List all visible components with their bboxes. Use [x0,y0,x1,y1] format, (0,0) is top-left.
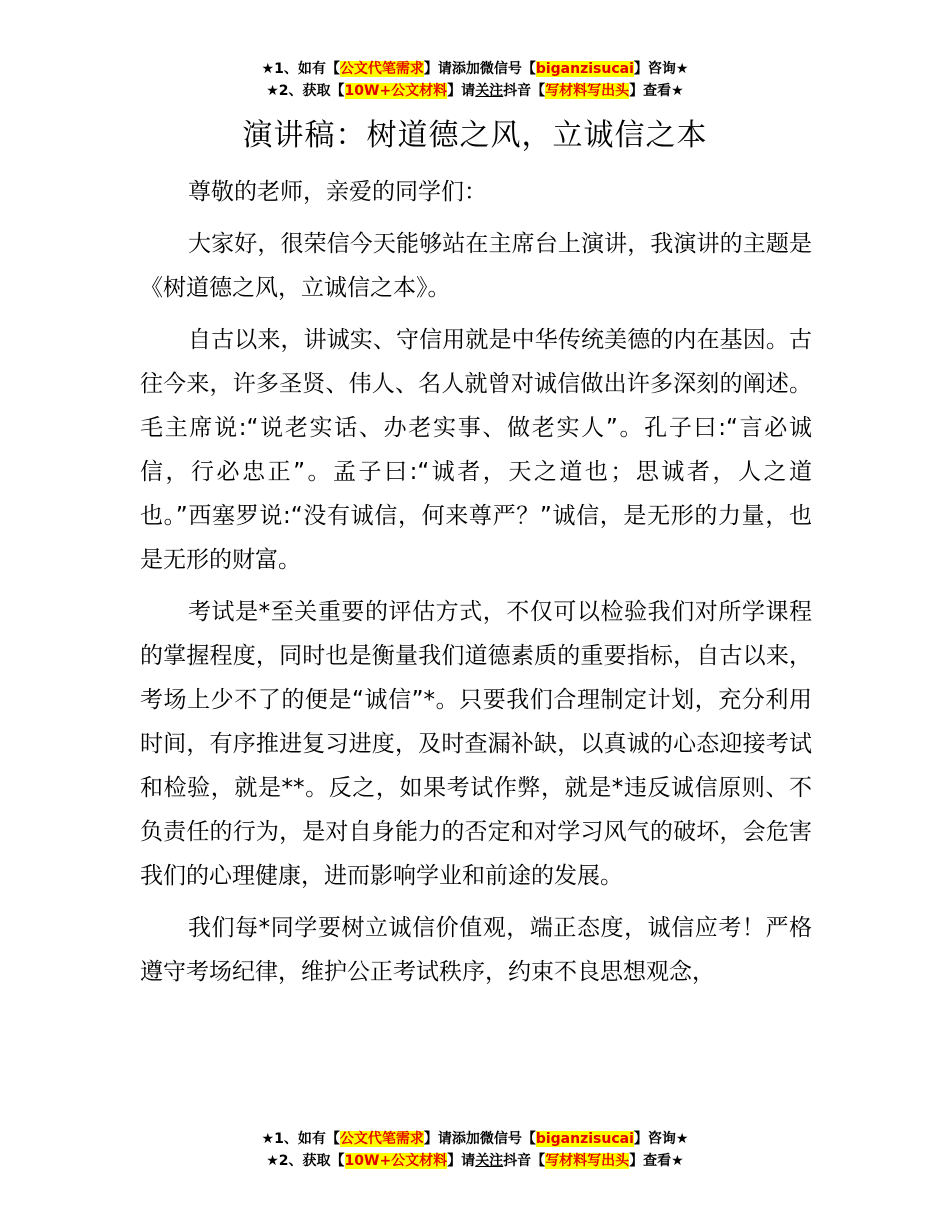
footer-line-1-text-b: 】请添加微信号【 [423,1131,536,1147]
header-line-1-text-c: 】咨询★ [633,61,689,77]
footer-banner [0,1128,950,1172]
header-line-1 [0,58,950,80]
paragraph-greeting: 尊敬的老师，亲爱的同学们： [188,179,487,205]
footer-highlight-douyin: 写材料写出头 [545,1153,630,1169]
header-banner [0,58,950,102]
footer-highlight-wechat-id: biganzisucai [535,1131,634,1147]
paragraph-exam: 考试是*至关重要的评估方式，不仅可以检验我们对所学课程的掌握程度，同时也是衡量我们道德素质的重要指标，自古以来，考场上少不了的便是“诚信”*。只要我们合理制定计划，充分利用时间，有序推进复习进度，及时查漏补缺，以真诚的心态迎接考试和检验，就是**。反之，如果考试作弊，就是*违反诚信原则、不负责任的行为，是对自身能力的否定和对学习风气的破坏，会危害我们的心理健康，进而影响学业和前途的发展。 [140,599,812,889]
header-underline-follow: 关注 [475,83,504,99]
footer-line-2-text-c: 抖音【 [503,1153,546,1169]
header-line-2-text-a: ★2、获取【 [266,83,345,99]
header-highlight-materials: 10W+公文材料 [344,83,448,99]
header-line-1-text-b: 】请添加微信号【 [423,61,536,77]
footer-line-2-text-d: 】查看★ [629,1153,684,1169]
header-line-2-text-b: 】请 [447,83,476,99]
footer-line-1-text-a: ★1、如有【 [261,1131,340,1147]
footer-highlight-materials: 10W+公文材料 [344,1153,448,1169]
footer-line-2 [0,1150,950,1172]
document-body [140,170,812,1002]
paragraph-intro: 大家好，很荣信今天能够站在主席台上演讲，我演讲的主题是《树道德之风，立诚信之本》。 [140,231,812,301]
footer-line-2-text-a: ★2、获取【 [266,1153,345,1169]
footer-highlight-ghostwriting: 公文代笔需求 [339,1131,424,1147]
header-line-2-text-c: 抖音【 [503,83,546,99]
document-title: 演讲稿：树道德之风，立诚信之本 [242,118,708,153]
footer-line-1 [0,1128,950,1150]
header-highlight-ghostwriting: 公文代笔需求 [339,61,424,77]
header-highlight-wechat-id: biganzisucai [535,61,634,77]
header-line-2-text-d: 】查看★ [629,83,684,99]
header-highlight-douyin: 写材料写出头 [545,83,630,99]
header-line-2 [0,80,950,102]
footer-underline-follow: 关注 [475,1153,504,1169]
footer-line-1-text-c: 】咨询★ [633,1131,689,1147]
footer-line-2-text-b: 】请 [447,1153,476,1169]
paragraph-call-to-action: 我们每*同学要树立诚信价值观，端正态度，诚信应考！严格遵守考场纪律，维护公正考试秩序，约束不良思想观念， [140,915,812,985]
header-line-1-text-a: ★1、如有【 [261,61,340,77]
paragraph-history: 自古以来，讲诚实、守信用就是中华传统美德的内在基因。古往今来，许多圣贤、伟人、名人就曾对诚信做出许多深刻的阐述。毛主席说:“说老实话、办老实事、做老实人”。孔子曰:“言必诚信，行必忠正”。孟子曰:“诚者，天之道也；思诚者，人之道也。”西塞罗说:“没有诚信，何来尊严？”诚信，是无形的力量，也是无形的财富。 [140,327,812,573]
